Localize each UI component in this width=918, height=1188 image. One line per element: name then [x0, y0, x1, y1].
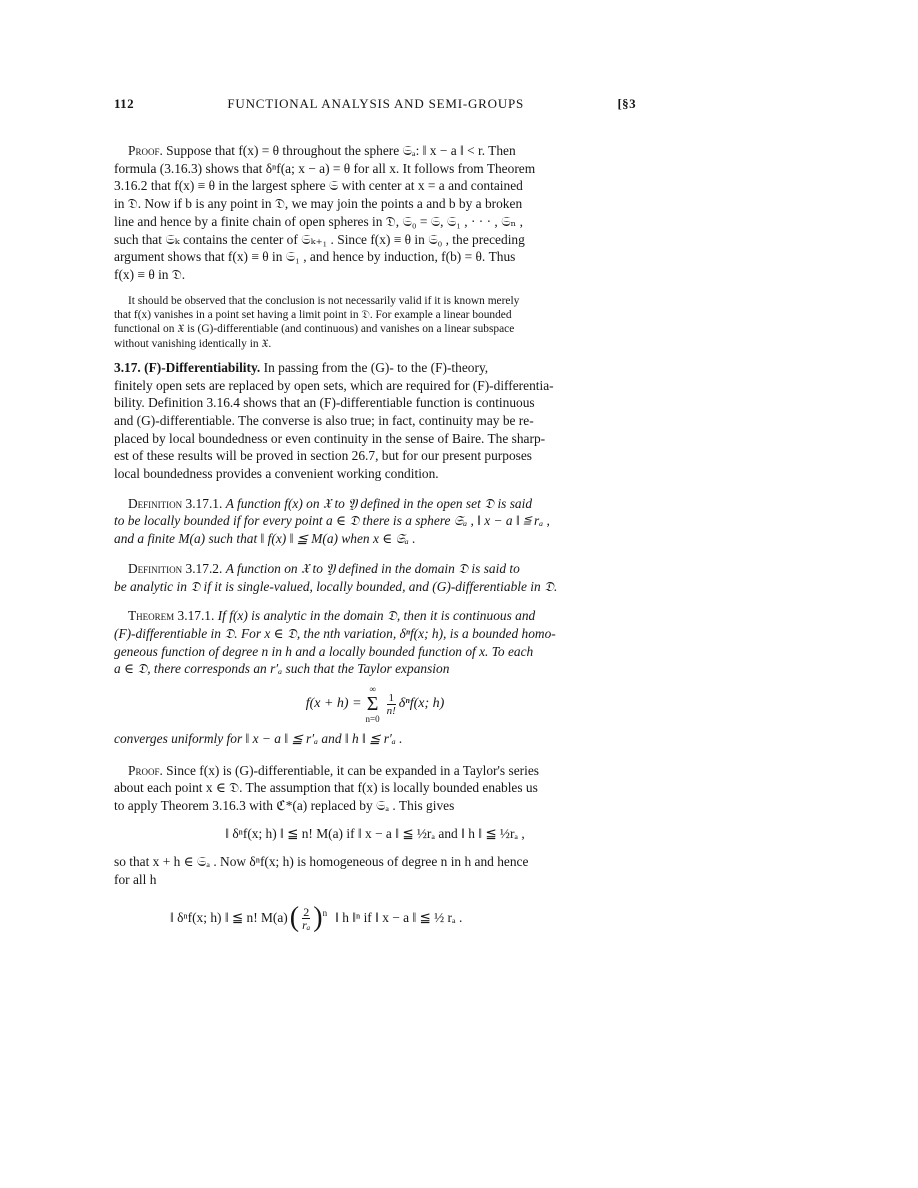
parenthesized-fraction: ( $\frac{2}{\text{rₐ}}$ ) $^n$ [289, 902, 328, 934]
text-line: Suppose that f(x) = θ throughout the sphere 𝔖ₐ: ‖ x − a ‖ < r. Then [166, 143, 516, 158]
theorem-label: Theorem 3.17.1. [128, 608, 215, 624]
text-line: be analytic in 𝔇 if it is single-valued, locally bounded, and (G)-differentiable in 𝔇. [114, 578, 558, 594]
text-line: It should be observed that the conclusion is not necessarily valid if it is known merely [128, 294, 520, 307]
inequality-1: ‖ δⁿf(x; h) ‖ ≦ n! M(a) if ‖ x − a ‖ ≦ ½rₐ and ‖ h ‖ ≦ ½rₐ , [225, 825, 525, 841]
paren-numerator: 2 [303, 904, 310, 919]
text-line: such that 𝔖ₖ contains the center of 𝔖ₖ₊₁ . Since f(x) ≡ θ in 𝔖₀ , the preceding [114, 231, 525, 247]
text-line: about each point x ∈ 𝔇. The assumption that f(x) is locally bounded enables us [114, 780, 538, 796]
page-header [114, 96, 636, 118]
text-line: In passing from the (G)- to the (F)-theory, [263, 359, 489, 375]
text-line: and a finite M(a) such that ‖ f(x) ‖ ≦ M(a) when x ∈ 𝔖ₐ . [114, 531, 416, 547]
fraction [387, 692, 396, 717]
ineq2-right: ‖ h ‖ⁿ if ‖ x − a ‖ ≦ ½ rₐ . [335, 910, 463, 926]
text-line: argument shows that f(x) ≡ θ in 𝔖₁ , and hence by induction, f(b) = θ. Thus [114, 249, 516, 265]
text-line: f(x) ≡ θ in 𝔇. [114, 266, 186, 282]
text-line: (F)-differentiable in 𝔇. For x ∈ 𝔇, the nth variation, δⁿf(x; h), is a bounded homo- [114, 625, 556, 641]
sum-lower-limit: n=0 [365, 714, 380, 725]
summation [366, 684, 380, 724]
text-line: 3.16.2 that f(x) ≡ θ in the largest sphere 𝔖 with center at x = a and contained [114, 178, 523, 194]
text-line: bility. Definition 3.16.4 shows that an (F)-differentiable function is continuous [114, 395, 535, 411]
proof-continuation [114, 853, 636, 888]
page [114, 96, 636, 940]
theorem-conclusion: converges uniformly for ‖ x − a ‖ ≦ r′ₐ and ‖ h ‖ ≦ r′ₐ . [114, 731, 403, 747]
page-number: 112 [114, 96, 134, 111]
proof-paragraph-1 [114, 142, 636, 284]
sum-sign: Σ [366, 693, 379, 716]
fraction-numerator: 1 [388, 691, 394, 704]
definition-2 [114, 560, 636, 595]
proof-label: Proof. [128, 762, 163, 778]
text-line: geneous function of degree n in h and a locally bounded function of x. To each [114, 643, 534, 659]
text-line: formula (3.16.3) shows that δⁿf(a; x − a) = θ for all x. It follows from Theorem [114, 160, 536, 176]
text-line: local boundedness provides a convenient working condition. [114, 466, 439, 482]
text-line: to apply Theorem 3.16.3 with ℭ*(a) replaced by 𝔖ₐ . This gives [114, 798, 455, 814]
text-line: in 𝔇. Now if b is any point in 𝔇, we may join the points a and b by a broken [114, 196, 523, 212]
section-paragraph [114, 359, 636, 483]
taylor-formula [114, 678, 636, 730]
text-line: functional on 𝔛 is (G)-differentiable (and continuous) and vanishes on a linear subspace [114, 323, 515, 336]
remark-paragraph [114, 294, 636, 351]
inequality-2 [114, 896, 636, 940]
fraction-denominator: n! [386, 704, 396, 717]
text-line: line and hence by a finite chain of open spheres in 𝔇, 𝔖₀ = 𝔖, 𝔖₁ , · · · , 𝔖ₙ , [114, 213, 523, 229]
text-line: If f(x) is analytic in the domain 𝔇, then it is continuous and [217, 608, 536, 624]
running-title: FUNCTIONAL ANALYSIS AND SEMI-GROUPS [227, 96, 525, 111]
definition-label: Definition 3.17.2. [128, 560, 223, 576]
proof-label: Proof. [128, 143, 163, 158]
formula-rhs: δⁿf(x; h) [398, 696, 445, 712]
theorem-paragraph [114, 607, 636, 678]
text-line: without vanishing identically in 𝔛. [114, 337, 272, 350]
text-line: placed by local boundedness or even continuity in the sense of Baire. The sharp- [114, 430, 546, 446]
paren-denominator: rₐ [302, 917, 311, 932]
text-line: Since f(x) is (G)-differentiable, it can be expanded in a Taylor's series [166, 762, 539, 778]
text-line: to be locally bounded if for every point a ∈ 𝔇 there is a sphere 𝔖ₐ , ‖ x − a ‖ ≦ rₐ , [114, 513, 550, 529]
text-line: finitely open sets are replaced by open sets, which are required for (F)-differentia- [114, 377, 554, 393]
paren-exponent: n [322, 908, 328, 919]
text-line: a ∈ 𝔇, there corresponds an r′ₐ such that the Taylor expansion [114, 661, 450, 677]
text-line: est of these results will be proved in section 26.7, but for our present purposes [114, 448, 532, 464]
definition-1 [114, 495, 636, 548]
proof-paragraph-2 [114, 762, 636, 815]
sum-upper-limit: ∞ [369, 684, 376, 695]
definition-label: Definition 3.17.1. [128, 495, 223, 511]
section-heading: 3.17. (F)-Differentiability. [114, 359, 261, 375]
ineq2-left: ‖ δⁿf(x; h) ‖ ≦ n! M(a) [170, 910, 288, 926]
text-line: A function on 𝔛 to 𝔜 defined in the domain 𝔇 is said to [225, 560, 520, 576]
text-line: so that x + h ∈ 𝔖ₐ . Now δⁿf(x; h) is homogeneous of degree n in h and hence [114, 853, 529, 869]
text-line: that f(x) vanishes in a point set having a limit point in 𝔇. For example a linear bounded [114, 308, 512, 321]
text-line: for all h [114, 871, 157, 887]
text-line: and (G)-differentiable. The converse is also true; in fact, continuity may be re- [114, 412, 534, 428]
section-mark: [§3 [617, 96, 636, 111]
text-line: A function f(x) on 𝔛 to 𝔜 defined in the open set 𝔇 is said [225, 495, 533, 511]
formula-lhs: f(x + h) = [305, 696, 362, 712]
